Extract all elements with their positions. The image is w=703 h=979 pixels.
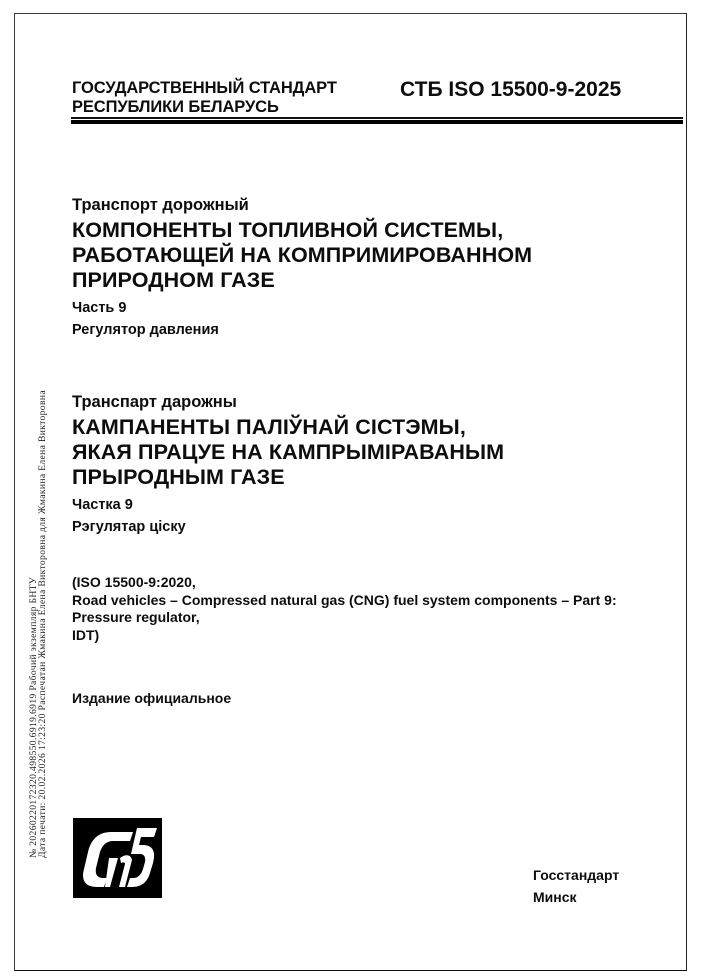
belarusian-kicker: Транспарт дарожны (72, 393, 237, 411)
publisher-city: Минск (533, 889, 577, 905)
iso-reference-line: IDT) (72, 626, 100, 643)
edition-label: Издание официальное (72, 690, 232, 706)
stb-logo (73, 818, 162, 898)
iso-reference-line: Pressure regulator, (72, 609, 200, 625)
issuing-body-line1: ГОСУДАРСТВЕННЫЙ СТАНДАРТ (72, 79, 337, 97)
watermark-line2: Дата печати: 20.02.2026 17:23:20 Распечатан Жмакина Елена Викторовна для Жмакина Елена Викторовна (36, 390, 48, 858)
publisher-name: Госстандарт (533, 867, 620, 883)
russian-subtitle: Регулятор давления (72, 322, 219, 338)
print-watermark (30, 390, 47, 858)
russian-part: Часть 9 (72, 300, 127, 316)
russian-title-line: КОМПОНЕНТЫ ТОПЛИВНОЙ СИСТЕМЫ, (72, 218, 504, 242)
belarusian-title-line: ПРЫРОДНЫМ ГАЗЕ (72, 465, 285, 489)
russian-title (72, 218, 532, 293)
title-block-russian (72, 195, 532, 339)
issuing-body-line2: РЕСПУБЛИКИ БЕЛАРУСЬ (72, 98, 279, 116)
title-block-belarusian (72, 392, 504, 536)
header-rule-thin (71, 117, 683, 119)
stb-monogram-icon (73, 818, 162, 898)
header-rule-thick (71, 120, 683, 124)
iso-reference-line: (ISO 15500-9:2020, (72, 574, 196, 590)
belarusian-part: Частка 9 (72, 497, 133, 513)
belarusian-subtitle: Рэгулятар ціску (72, 519, 186, 535)
publisher (533, 864, 619, 908)
belarusian-title-line: ЯКАЯ ПРАЦУЕ НА КАМПРЫМІРАВАНЫМ (72, 440, 505, 464)
iso-reference-line: Road vehicles – Compressed natural gas (CNG) fuel system components – Part 9: (72, 591, 617, 608)
russian-title-line: РАБОТАЮЩЕЙ НА КОМПРИМИРОВАННОМ (72, 243, 533, 267)
iso-reference (72, 574, 617, 644)
standard-code: СТБ ISO 15500-9-2025 (400, 78, 622, 101)
belarusian-title (72, 415, 504, 490)
issuing-body (72, 79, 337, 117)
watermark-line1: № 20260220172320.498550.6919.6919 Рабочий экземпляр БНТУ (28, 577, 39, 858)
russian-title-line: ПРИРОДНОМ ГАЗЕ (72, 268, 275, 292)
russian-kicker: Транспорт дорожный (72, 196, 249, 214)
belarusian-title-line: КАМПАНЕНТЫ ПАЛІЎНАЙ СІСТЭМЫ, (72, 415, 466, 439)
